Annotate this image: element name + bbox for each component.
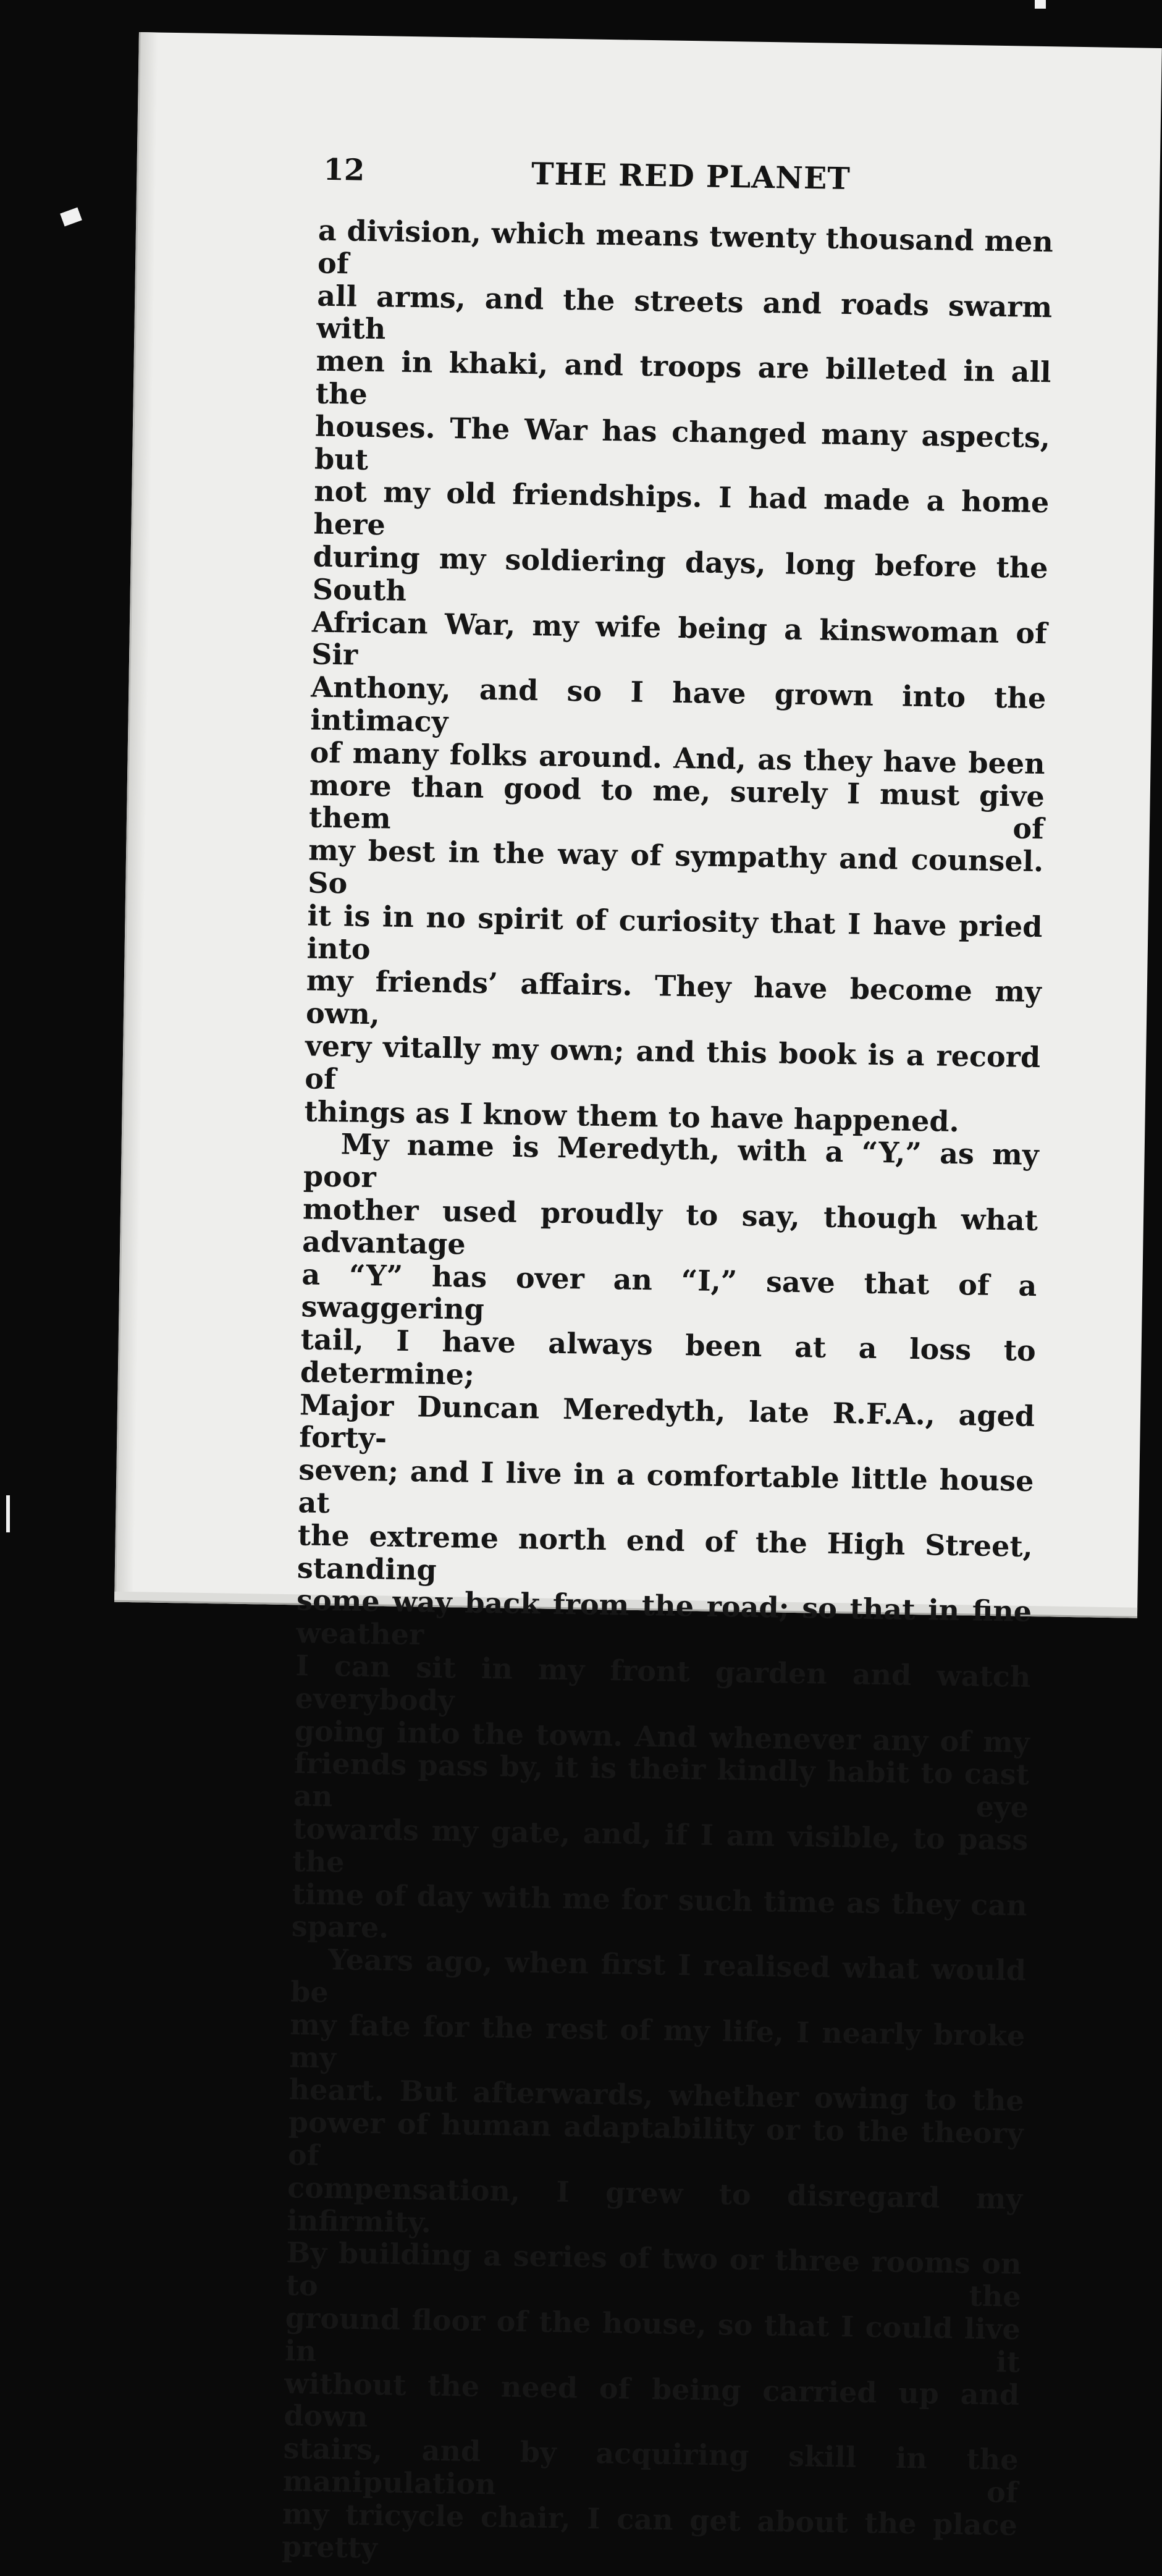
body-text — [282, 214, 1054, 2575]
text-line: Anthony, and so I have grown into the intimacy — [310, 670, 1046, 738]
text-line: it is in no spirit of curiosity that I have pried into — [306, 898, 1043, 966]
running-title: THE RED PLANET — [531, 156, 851, 197]
text-line: friends pass by, it is their kindly habit to cast an eye — [293, 1746, 1030, 1825]
text-line: my best in the way of sympathy and counsel. So — [307, 833, 1044, 900]
scan-speck — [6, 1495, 10, 1532]
text-line: stairs, and by acquiring skill in the manipulation of — [282, 2431, 1019, 2509]
page-left-edge — [114, 32, 158, 1602]
text-line: not my old friendships. I had made a home here — [313, 474, 1050, 542]
text-line: mother used proudly to say, though what advantage — [301, 1192, 1038, 1261]
text-line: my tricycle chair, I can get about the place pretty — [281, 2496, 1018, 2565]
text-line: a division, which means twenty thousand men of — [317, 213, 1054, 281]
text-line: my fate for the rest of my life, I nearly broke my — [289, 2008, 1025, 2075]
text-line: time of day with me for such time as they can spare. — [291, 1877, 1027, 1945]
text-line: without the need of being carried up and down — [284, 2366, 1020, 2434]
text-line: some way back from the road; so that in fine weather — [295, 1583, 1032, 1652]
scan-speck — [60, 208, 82, 227]
text-line: all arms, and the streets and roads swarm with — [316, 279, 1053, 346]
running-head — [323, 153, 1059, 214]
text-line: of many folks around. And, as they have been — [309, 735, 1046, 780]
text-line: towards my gate, and, if I am visible, to pass the — [292, 1812, 1029, 1879]
text-line: tail, I have always been at a loss to determine; — [300, 1322, 1037, 1391]
text-line: my friends’ affairs. They have become my own, — [305, 963, 1042, 1031]
text-line: seven; and I live in a comfortable little house at — [298, 1453, 1034, 1520]
text-line: heart. But afterwards, whether owing to the — [288, 2072, 1025, 2118]
text-line: My name is Meredyth, with a “Y,” as my poor — [303, 1127, 1040, 1194]
text-line: African War, my wife being a kinswoman of Sir — [311, 605, 1048, 672]
text-line: during my soldiering days, long before the South — [312, 539, 1048, 607]
book-page — [114, 32, 1162, 2565]
text-line: compensation, I grew to disregard my infirmity. — [286, 2171, 1023, 2239]
text-line: a “Y” has over an “I,” save that of a swaggering — [301, 1257, 1037, 1327]
text-line: going into the town. And whenever any of my — [294, 1713, 1030, 1759]
text-line: ground floor of the house, so that I could live in it — [284, 2301, 1021, 2379]
text-line: very vitally my own; and this book is a record of — [305, 1029, 1041, 1096]
text-line: men in khaki, and troops are billeted in all the — [315, 344, 1051, 411]
text-line: By building a series of two or three rooms on to the — [285, 2236, 1022, 2314]
text-line: power of human adaptability or to the theory of — [287, 2105, 1024, 2173]
text-line: Major Duncan Meredyth, late R.F.A., aged forty- — [298, 1388, 1035, 1456]
text-line: Years ago, when first I realised what would be — [290, 1943, 1027, 2009]
scan-speck — [1035, 0, 1046, 9]
text-line: I can sit in my front garden and watch everybody — [295, 1649, 1031, 1718]
text-line: things as I know them to have happened. — [304, 1094, 960, 1138]
text-line: more than good to me, surely I must give them of — [308, 768, 1045, 846]
text-line: the extreme north end of the High Street, standing — [297, 1518, 1034, 1587]
text-line: houses. The War has changed many aspects, but — [314, 409, 1051, 476]
page-number: 12 — [323, 152, 365, 188]
